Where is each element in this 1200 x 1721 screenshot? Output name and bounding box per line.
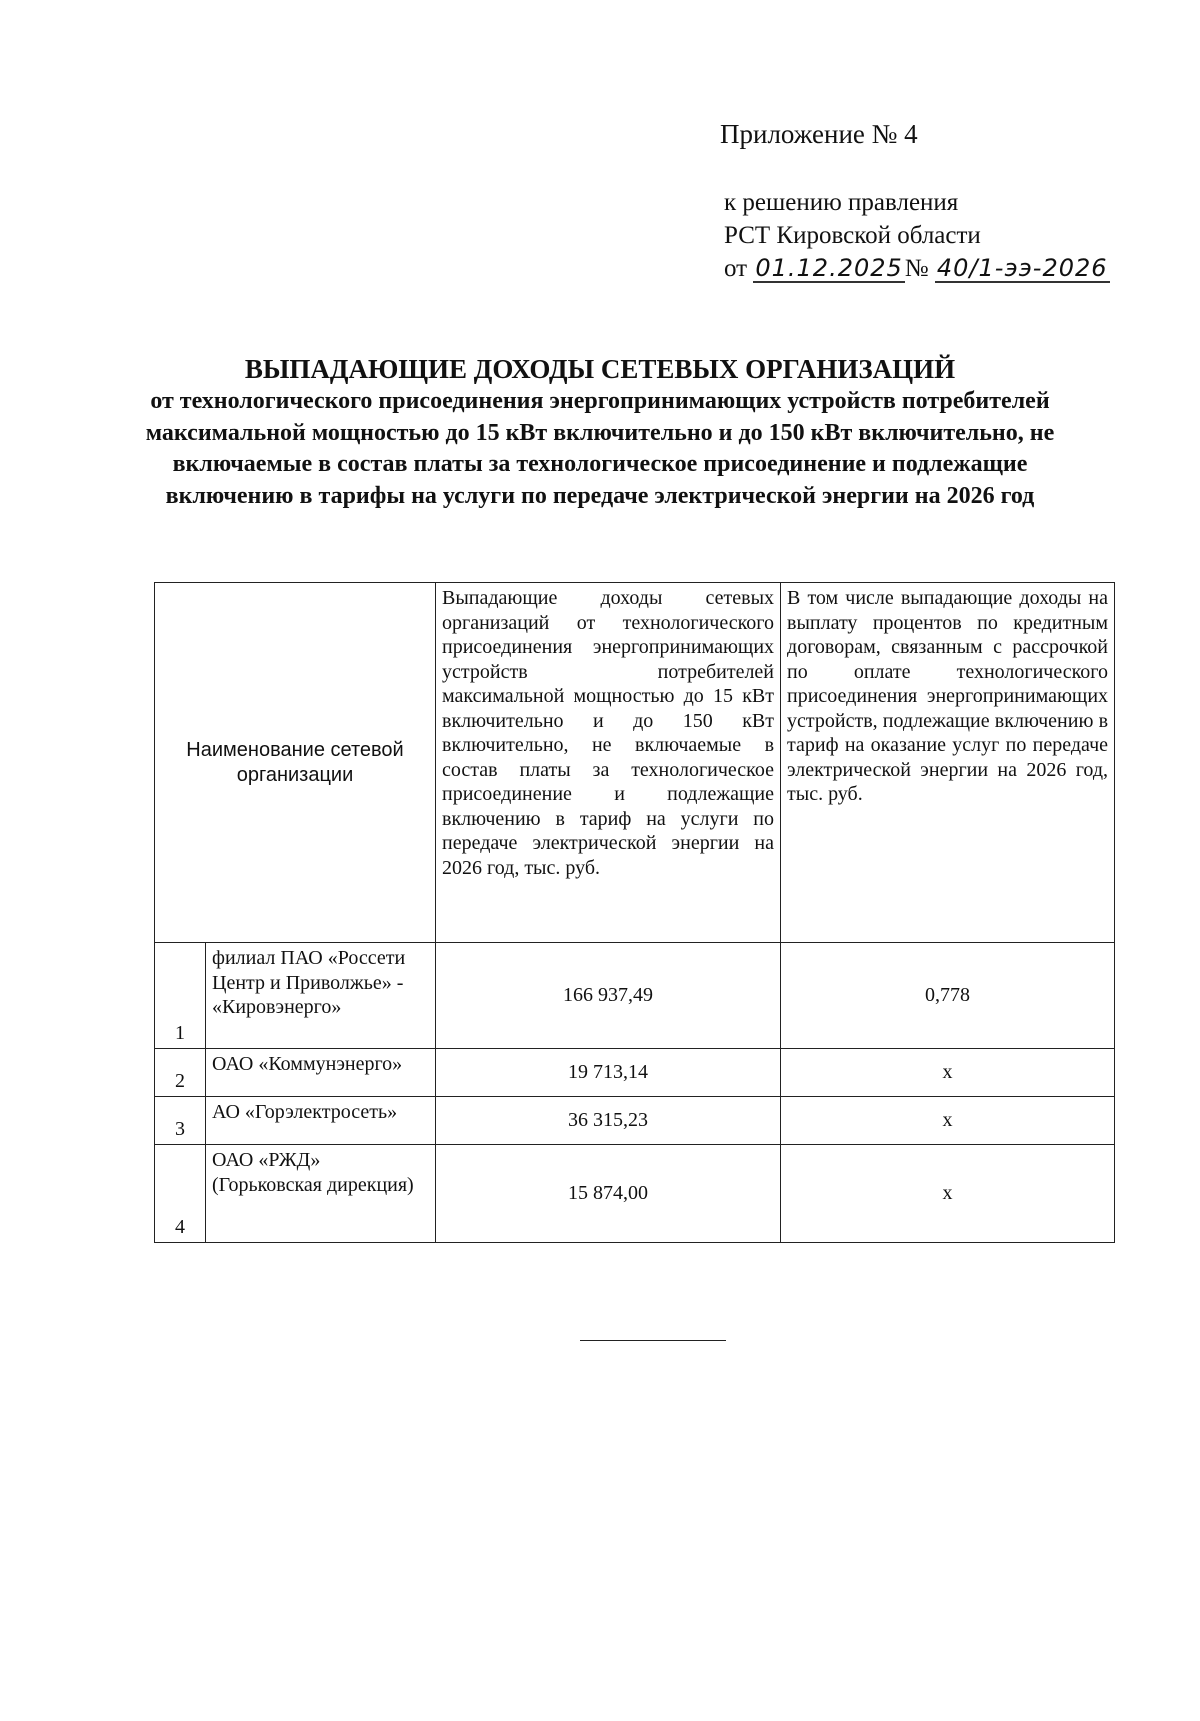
row-interest-revenue: x — [781, 1145, 1115, 1243]
date-prefix: от — [724, 255, 748, 282]
handwritten-number: 40/1-ээ-2026 — [936, 254, 1108, 282]
table-row — [155, 1097, 1115, 1145]
row-number: 4 — [155, 1145, 206, 1243]
row-number: 2 — [155, 1049, 206, 1097]
decision-line-1: к решению правления — [724, 189, 959, 216]
title-sub: от технологического присоединения энергопринимающих устройств потребителей максимальной мощностью до 15 кВт включительно и до 150 кВт включительно, не включаемые в состав платы за технологическое присоединение и подлежащие включению в тарифы на услуги по передаче электрической энергии на 2026 год — [145, 388, 1055, 509]
closing-divider — [580, 1340, 726, 1341]
decision-line-2: РСТ Кировской области — [724, 222, 981, 249]
header-lost-revenue: Выпадающие доходы сетевых организаций от технологического присоединения энергопринимающих устройств потребителей максимальной мощностью до 15 кВт включительно и до 150 кВт включительно, не включаемые в состав платы за технологическое присоединение и подлежащие включению в тариф на услуги по передаче электрической энергии на 2026 год, тыс. руб. — [436, 583, 781, 943]
table-row — [155, 1145, 1115, 1243]
table-row — [155, 1049, 1115, 1097]
row-interest-revenue: x — [781, 1097, 1115, 1145]
title-main: ВЫПАДАЮЩИЕ ДОХОДЫ СЕТЕВЫХ ОРГАНИЗАЦИЙ — [244, 354, 956, 384]
row-lost-revenue: 19 713,14 — [436, 1049, 781, 1097]
number-prefix: № — [904, 255, 929, 282]
decision-date-line — [724, 252, 1110, 285]
row-org-name: АО «Горэлектросеть» — [206, 1097, 436, 1145]
row-interest-revenue: 0,778 — [781, 943, 1115, 1049]
row-org-name: ОАО «РЖД» (Горьковская дирекция) — [206, 1145, 436, 1243]
table-row — [155, 943, 1115, 1049]
row-lost-revenue: 166 937,49 — [436, 943, 781, 1049]
row-org-name: ОАО «Коммунэнерго» — [206, 1049, 436, 1097]
header-org-name: Наименование сетевой организации — [155, 583, 436, 943]
header-interest-revenue: В том числе выпадающие доходы на выплату процентов по кредитным договорам, связанным с рассрочкой по оплате технологического присоединения энергопринимающих устройств, подлежащие включению в тариф на оказание услуг по передаче электрической энергии на 2026 год, тыс. руб. — [781, 583, 1115, 943]
row-interest-revenue: x — [781, 1049, 1115, 1097]
row-org-name: филиал ПАО «Россети Центр и Приволжье» - «Кировэнерго» — [206, 943, 436, 1049]
row-number: 3 — [155, 1097, 206, 1145]
handwritten-date: 01.12.2025 — [755, 254, 903, 282]
row-number: 1 — [155, 943, 206, 1049]
appendix-label: Приложение № 4 — [720, 119, 918, 149]
decision-reference — [724, 186, 1110, 285]
row-lost-revenue: 15 874,00 — [436, 1145, 781, 1243]
row-lost-revenue: 36 315,23 — [436, 1097, 781, 1145]
document-title — [140, 352, 1060, 512]
table-header-row — [155, 583, 1115, 943]
revenue-table — [154, 582, 1115, 1243]
